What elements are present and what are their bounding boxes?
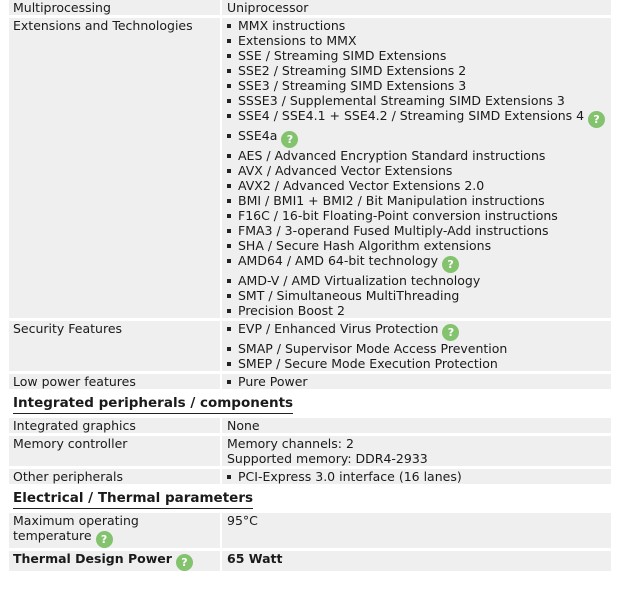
help-icon[interactable]: ? — [442, 256, 459, 273]
memory-channels: Memory channels: 2 — [227, 436, 354, 451]
list-item: AMD64 / AMD 64-bit technology ? — [227, 253, 611, 273]
row-value: 65 Watt — [222, 551, 611, 571]
row-label: Low power features — [9, 374, 222, 389]
row-label: Thermal Design Power — [13, 551, 172, 566]
row-value: Uniprocessor — [222, 0, 611, 15]
peripherals-table — [9, 415, 611, 487]
list-item: Extensions to MMX — [227, 33, 611, 48]
row-label: Memory controller — [9, 436, 222, 466]
row-label: Multiprocessing — [9, 0, 222, 15]
list-item: FMA3 / 3-operand Fused Multiply-Add instructions — [227, 223, 611, 238]
row-label: Other peripherals — [9, 469, 222, 484]
help-icon[interactable]: ? — [588, 111, 605, 128]
row-label: Security Features — [9, 321, 222, 371]
row-value: 95°C — [222, 513, 611, 548]
section-heading-peripherals — [9, 392, 611, 418]
row-other-peripherals — [9, 469, 611, 484]
list-item: AVX / Advanced Vector Extensions — [227, 163, 611, 178]
help-icon[interactable]: ? — [442, 324, 459, 341]
peripherals-list — [227, 469, 611, 484]
list-item: SMEP / Secure Mode Execution Protection — [227, 356, 611, 371]
list-item: BMI / BMI1 + BMI2 / Bit Manipulation instructions — [227, 193, 611, 208]
row-low-power — [9, 374, 611, 389]
row-tdp — [9, 551, 611, 571]
list-item: SSSE3 / Supplemental Streaming SIMD Extensions 3 — [227, 93, 611, 108]
list-item: SSE4a ? — [227, 128, 611, 148]
row-label: Maximum operating temperature — [13, 513, 139, 543]
list-item: Precision Boost 2 — [227, 303, 611, 318]
help-icon[interactable]: ? — [281, 131, 298, 148]
list-item: PCI-Express 3.0 interface (16 lanes) — [227, 469, 611, 484]
extensions-list — [227, 18, 611, 318]
row-value: None — [222, 418, 611, 433]
row-label: Integrated graphics — [9, 418, 222, 433]
list-item: SSE3 / Streaming SIMD Extensions 3 — [227, 78, 611, 93]
list-item: AMD-V / AMD Virtualization technology — [227, 273, 611, 288]
help-icon[interactable]: ? — [96, 531, 113, 548]
list-item: SSE2 / Streaming SIMD Extensions 2 — [227, 63, 611, 78]
list-item: SSE4 / SSE4.1 + SSE4.2 / Streaming SIMD Extensions 4 ? — [227, 108, 611, 128]
section-title: Integrated peripherals / components — [13, 395, 293, 414]
list-item: SMT / Simultaneous MultiThreading — [227, 288, 611, 303]
section-title: Electrical / Thermal parameters — [13, 490, 253, 509]
row-extensions — [9, 18, 611, 318]
processor-specs-table — [9, 0, 611, 392]
row-label: Extensions and Technologies — [9, 18, 222, 318]
row-security — [9, 321, 611, 371]
row-max-temperature — [9, 513, 611, 548]
list-item: SMAP / Supervisor Mode Access Prevention — [227, 341, 611, 356]
supported-memory: Supported memory: DDR4-2933 — [227, 451, 428, 466]
row-multiprocessing — [9, 0, 611, 15]
list-item: SSE / Streaming SIMD Extensions — [227, 48, 611, 63]
section-heading-electrical — [9, 487, 611, 513]
row-memory-controller — [9, 436, 611, 466]
list-item: MMX instructions — [227, 18, 611, 33]
list-item: F16C / 16-bit Floating-Point conversion instructions — [227, 208, 611, 223]
list-item: SHA / Secure Hash Algorithm extensions — [227, 238, 611, 253]
list-item: AVX2 / Advanced Vector Extensions 2.0 — [227, 178, 611, 193]
list-item: EVP / Enhanced Virus Protection ? — [227, 321, 611, 341]
low-power-list — [227, 374, 611, 389]
row-integrated-graphics — [9, 418, 611, 433]
list-item: AES / Advanced Encryption Standard instructions — [227, 148, 611, 163]
specs-sheet — [9, 0, 611, 574]
security-list — [227, 321, 611, 371]
list-item: Pure Power — [227, 374, 611, 389]
electrical-table — [9, 510, 611, 574]
help-icon[interactable]: ? — [176, 554, 193, 571]
